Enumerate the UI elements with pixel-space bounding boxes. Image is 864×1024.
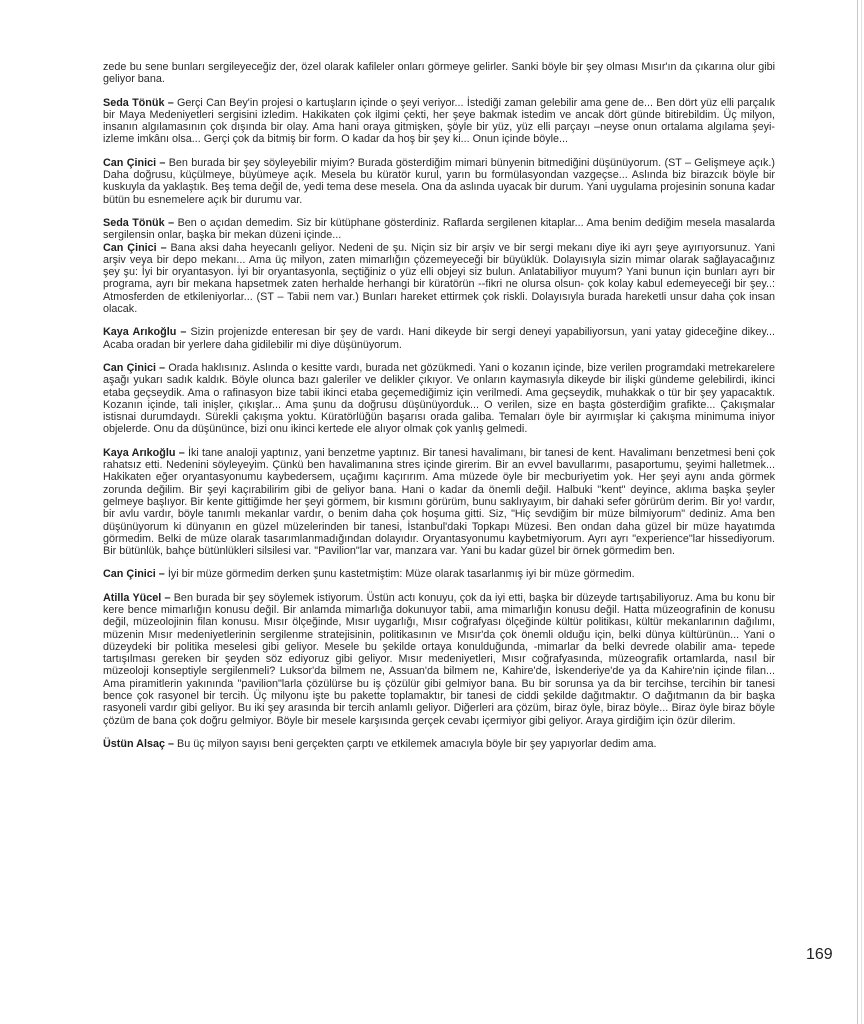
paragraph-text: İki tane analoji yaptınız, yani benzetme yaptınız. Bir tanesi havalimanı, bir tanesi de kent. Havalimanı benzetmesi beni çok rahatsız etti. Nedenini söyleyeyim. Çünkü ben havalimanına stres içinde girerim. Bir an evvel bavullarımı, pasaportumu, şeyimi halletmek... Hakikaten eğer oryantasyonumu kaybedersem, uçağımı kaçırırım. Ama müzede öyle bir mecburiyetim yok. Her şeyi aynı anda görmek zorunda değilim. Bir şeyi kaçırabilirim gibi de geliyor bana. Hani o kadar da önemli değil. Halbuki "kent" deyince, aklıma başka şeyler gelmeye başlıyor. Bir kente gittiğimde her şeyi görmem, bir kısmını görürüm, bunu saklıyayım, bir dahaki sefer görürüm derim. Bir yo! vardır, bir avlu vardır, böyle tanımlı mekanlar vardır, o benim daha çok hoşuma gitti. Siz, "Hiç sevdiğim bir müze bilmiyorum" dediniz. Ama ben düşünüyorum ki dünyanın en güzel müzelerinden bir tanesi, İstanbul'daki Topkapı Müzesi. Ben ondan daha güzel bir müze hayatımda görmedim. Belki de müze olarak tasarımlanmadığından dolayıdır. Oryantasyonumu kaybetmiyorum. Ayrı ayrı "experience"lar hissediyorum. Bir bütünlük, bahçe bütünlükleri silsilesi var. "Pavilion"lar var, manzara var. Yani bu kadar güzel bir örnek görmedim ben. [103, 446, 776, 558]
speaker-name: Seda Tönük – [103, 216, 178, 229]
speaker-name: Seda Tönük – [103, 96, 178, 109]
paragraph-seda-tonuk-1 [103, 97, 775, 146]
paragraph-can-cinici-3 [103, 362, 775, 436]
paragraph-kaya-arikoglu-2 [103, 447, 775, 558]
paragraph-can-cinici-4 [103, 568, 775, 580]
paragraph-kaya-arikoglu-1 [103, 326, 775, 351]
speaker-name: Can Çinici – [103, 241, 171, 254]
paragraph-seda-tonuk-2 [103, 217, 775, 242]
speaker-name: Kaya Arıkoğlu – [103, 446, 188, 459]
speaker-name: Can Çinici – [103, 156, 169, 169]
speaker-name: Can Çinici – [103, 568, 168, 581]
page-edge-line-inner [861, 0, 862, 1024]
paragraph-ustun-alsac [103, 738, 775, 750]
paragraph-can-cinici-2 [103, 242, 775, 316]
paragraph-can-cinici-1 [103, 157, 775, 206]
page-number: 169 [806, 946, 833, 963]
paragraph-text: Orada haklısınız. Aslında o kesitte vardı, burada net gözükmedi. Yani o kozanın içinde, bize verilen programdaki metrekarelere aşağı yukarı sadık kaldık. Böyle olunca bazı galeriler ve delikler çıkıyor. Ve onların kaymasıyla dikeyde bir ilişki gündeme gelebilirdi, ikinci etaba geçseydik. Ama o rafinasyon bize tabii ikinci etaba geçemediğimiz için verilmedi. Ama geçseydik, muhakkak o tür bir şey yapacaktık. Kozanın içinde, tali inişler, çıkışlar... Ama şunu da doğrusu düşünüyorduk... O verilen, size en başta gösterdiğim grafikte... Çakışmalar istisnai durumdaydı. Sürekli çakışma yoktu. Küratörlüğün başarısı orada galiba. Temaları öyle bir ayırmışlar ki çakışma minimuma iniyor objelerde. Onu da düşününce, bizi onu ikinci kertede ele alıyor olmak çok yanlış gelmedi. [103, 361, 775, 436]
speaker-name: Kaya Arıkoğlu – [103, 326, 191, 339]
paragraph-text: Bu üç milyon sayısı beni gerçekten çarptı ve etkilemek amacıyla böyle bir şey yapıyorlar dedim ama. [177, 737, 657, 750]
paragraph-text: Ben o açıdan demedim. Siz bir kütüphane gösterdiniz. Raflarda sergilenen kitaplar... Ama benim dediğim mesela masalarda sergilensin onlar, başka bir mekan düzeni içinde... [103, 216, 775, 242]
paragraph-text: zede bu sene bunları sergileyeceğiz der, özel olarak kafileler onları görmeye gelirler. Sanki böyle bir şey olması Mısır'ın da çıkarına olur gibi geliyor bana. [103, 61, 775, 86]
transcript-body [103, 61, 775, 761]
paragraph-text: Sizin projenizde enteresan bir şey de vardı. Hani dikeyde bir sergi deneyi yapabiliyorsun, yani yatay gideceğine dikey... Acaba oradan bir yerlere daha gidilebilir mi diye düşünüyorum. [103, 326, 776, 351]
page-edge-line [857, 0, 858, 1024]
paragraph-text: Bana aksi daha heyecanlı geliyor. Nedeni de şu. Niçin siz bir arşiv ve bir sergi mekanı diye iki ayrı şeye ayırıyorsunuz. Yani arşiv veya bir depo mekanı... Ama üç milyon, zaten mimarlığın çözemeyeceği bir büyüklük. Dolayısıyla sizin mimar olarak sağlayacağınız şey şu: İyi bir oryantasyon. İyi bir oryantasyonla, seçtiğiniz o yüz elli objeyi siz bulun. Anlatabiliyor muyum? Yani bunun için bunları ayrı bir programa, ayrı bir mekana hapsetmek zaten herhalde herhangi bir küratörün --fikri ne olursa olsun- çok kolay kabul edemeyeceği bir şey..: Atmosferden de etkileniyorlar... (ST – Tabii nem var.) Bunları hareket ettirmek çok riskli. Dolayısıyla burada hareketli unsur daha çok insan olacak. [103, 241, 775, 316]
speaker-name: Can Çinici – [103, 361, 169, 374]
paragraph-text: Ben burada bir şey söyleyebilir miyim? Burada gösterdiğim mimari bünyenin bitmediğini düşünüyorum. (ST – Gelişmeye açık.) Daha doğrusu, küçülmeye, büyümeye açık. Mesela bu küratör kurul, yarın bu formülasyondan vazgeçse... Aslında biz birazcık böyle bir kuskuyla da yaklaştık. Beş tema değil de, yedi tema dese mesela. Ona da aslında uyacak bir durum. Yani uygulama projesinin sonuna kadar bütün bu esnemelere açık bir durumu var. [103, 156, 775, 206]
speaker-name: Atilla Yücel – [103, 591, 174, 604]
paragraph-text: Ben burada bir şey söylemek istiyorum. Üstün actı konuyu, çok da iyi etti, başka bir düzeyde tartışabiliyoruz. Ama bu konu bir kere bence mimarlığın konusu değil. Bir anlamda mimarlığa dokunuyor tabii, ama mimarlığın konusu değil. Hatta müzeografinin de konusu değil, müzeolojinin filan konusu. Mısır ölçeğinde, Mısır uygarlığı, Mısır coğrafyası ölçeğinde kültür politikası, kültür mekanlarının dağılımı, müzenin Mısır medeniyetlerinin sergilenme stratejisinin, politikasının ve Mısır'da çok önemli olduğu için, belki dünya kültürünün... Yani o düzeydeki bir politika meselesi gibi geliyor. Mesele bu şekilde ortaya konulduğunda, -mimarlar da belki devrede olabilir ama- tepede tartışılması gereken bir şeyden söz ediyoruz gibi geliyor. Mısır medeniyetleri, Mısır coğrafyasında, müzeografik ortamlarda, nasıl bir müzeoloji konseptiyle sergilenmeli? Luksor'da bilmem ne, Assuan'da bilmem ne, Kahire'de, İskenderiye'de ya da Kahire'nin içinde filan... Ama piramitlerin yakınında "pavilion"larla çözülürse bu iş çözülür gibi gelmiyor bana. Bu bir sorunsa ya da bir tercihse, tercihin bir tanesi bence çok rasyonel bir tercih. Üç milyonu işte bu pakette toplamaktır, bir tanesi de ciddi şekilde dağıtmaktır. O dağıtmanın da bir başka rasyoneli vardır gibi geliyor. Bu iki şey arasında bir tercih anlamlı geliyor. Diğerleri ara çözüm, biraz öyle, biraz böyle... Biraz öyle biraz böyle çözüm de bana çok doğru gelmiyor. Böyle bir mesele karşısında gerçek cevabı içermiyor gibi geliyor. Araya girdiğim için özür dilerim. [103, 591, 776, 727]
paragraph-continuation [103, 61, 775, 86]
paragraph-atilla-yucel [103, 592, 775, 727]
paragraph-text: İyi bir müze görmedim derken şunu kastetmiştim: Müze olarak tasarlanmış iyi bir müze görmedim. [167, 568, 635, 581]
paragraph-text: Gerçi Can Bey'in projesi o kartuşların içinde o şeyi veriyor... İstediği zaman gelebilir ama gene de... Ben dört yüz elli parçalık bir Maya Medeniyetleri sergisini izledim. Hakikaten çok ilgimi çekti, her şeye bakmak istedim ve ancak dört günde bitirebildim. Üç milyon, insanın algılamasının çok dışında bir olay. Ama hani oraya gitmişken, şöyle bir yüz, yüz elli parçayı –neyse onun ortalama algılama şeyi- izleme imkânı olsa... Gerçi çok da bitmiş bir form. O kadar da hoş bir şey ki... Onun içinde böyle... [103, 96, 775, 146]
speaker-name: Üstün Alsaç – [103, 737, 178, 750]
